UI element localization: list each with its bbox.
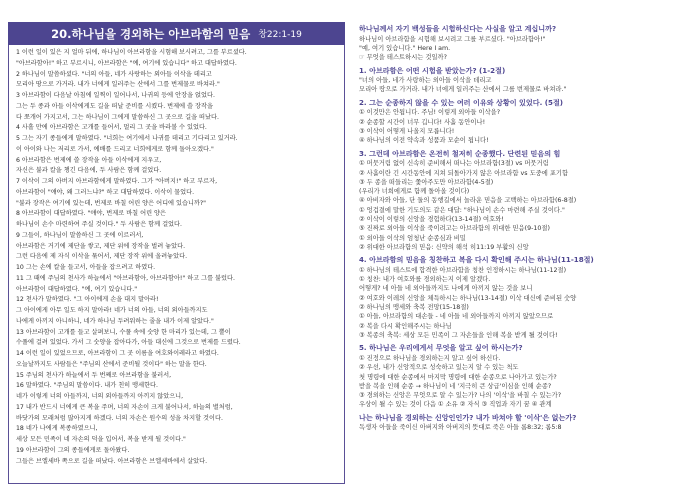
- question-heading: 하나님께서 자기 백성들을 시험하신다는 사실을 알고 계십니까?: [359, 24, 557, 33]
- answer-line: 첫 명령에 대한 순종에서 마지막 명령에 대한 순종으로 나아가고 있는가?: [359, 373, 557, 381]
- answer-line: ① 하나님의 테스트에 합격한 아브라함을 칭찬 인정하시는 하나님(11-12절): [359, 266, 567, 274]
- answer-line: ① 외아들 이삭의 엄청난 순종심과 비밀: [359, 234, 466, 242]
- answer-line: ② 우선, 내가 신앙적으로 성숙하고 있는지 알 수 있는 척도: [359, 364, 519, 372]
- verse-line: 수풀에 걸려 있었다. 가서 그 숫양을 잡아다가, 아들 대신에 그것으로 번제를 드렸다.: [16, 339, 241, 347]
- study-questions: [359, 24, 689, 433]
- verse-line: "불과 장작은 여기에 있는데, 번제로 바칠 어린 양은 어디에 있습니까?": [16, 199, 207, 207]
- verse-line: 19 아브라함이 그의 종들에게로 돌아왔다.: [16, 446, 130, 454]
- verse-line: 아브라함이 "얘야, 왜 그러느냐?" 하고 대답하였다. 이삭이 물었다.: [16, 188, 195, 196]
- answer-line: ⑤ 진짜로 외아들 이삭을 죽이려고는 아브라함의 위대한 믿음(9-10절): [359, 225, 550, 233]
- answer-line: ③ 경외하는 신앙은 무엇으로 알 수 있는가? 나의 '이삭'을 바칠 수 있는가?: [359, 392, 562, 400]
- verse-line: 16 말하였다. "주님의 말씀이다. 내가 친히 맹세한다.: [16, 382, 158, 390]
- verse-line: 오늘날까지도 사람들은 "주님의 산에서 준비될 것이다" 하는 말을 한다.: [16, 360, 207, 368]
- verse-line: 10 그는 손에 칼을 들고서, 아들을 잡으려고 하였다.: [16, 264, 156, 271]
- answer-line: ① 이것만은 안됩니다. 주님! 이렇게 외아들 이삭을?: [359, 109, 501, 117]
- answer-line: ③ 두 종을 떠들리는 쫓아주도만 아브라함(4-5절): [359, 178, 494, 186]
- verse-list: [16, 48, 338, 467]
- answer-line: ① 엉겁결에 말한 기도의도 같은 대답: "하나님이 손수 마련해 주실 것이다.": [359, 206, 565, 214]
- verse-line: 7 이삭이 그의 아버지 아브라함에게 말하였다. 그가 "아버지!" 하고 부르자,: [16, 178, 218, 185]
- answer-line: "너의 아들, 네가 사랑하는 외아들 이삭을 데리고: [359, 77, 492, 85]
- page-title: 20.하나님을 경외하는 아브라함의 믿음: [51, 26, 251, 41]
- verse-line: 11 그 때에 주님의 천사가 하늘에서 "아브라함아, 아브라함아!" 하고 그를 불렀다.: [16, 274, 235, 282]
- answer-line: ② 사흘이란 긴 시간동안에 지쳐 되돌아가지 않은 아브라함 vs 도중에 포기함: [359, 169, 569, 177]
- answer-line: ② 이삭이 이렇의 신앙을 경험하다(13-14절) 여호와!: [359, 216, 504, 224]
- question-heading: 5. 하나님은 우리에게서 무엇을 알고 싶어 하시는가?: [359, 343, 523, 353]
- verse-line: 17 내가 반드시 너에게 큰 복을 주며, 너의 자손이 크게 불어나서, 하늘의 별처럼,: [16, 403, 233, 411]
- answer-line: ③ 이삭이 어떻게 나올지 모릅니다!: [359, 127, 455, 135]
- verse-line: 3 아브라함이 다음날 아침에 일찍이 일어나서, 나귀의 등에 안장을 얹었다.: [16, 92, 215, 99]
- verse-line: 이 아이와 나는 저리로 가서, 예배를 드리고 너희에게로 함께 돌아오겠다.": [16, 145, 214, 153]
- verse-line: 14 이런 일이 있었으므로, 아브라함이 그 곳 이름을 여호와이레라고 하였다.: [16, 350, 219, 357]
- verse-line: 그는 두 종과 아들 이삭에게도 길을 떠날 준비를 시켰다. 번제에 쓸 장작을: [16, 102, 213, 110]
- verse-line: 그 아이에게 아무 일도 하지 말아라! 네가 너의 아들, 너의 외아들까지도: [16, 307, 208, 314]
- question-heading: 3. 그런데 아브라함은 온전히 철저히 순종했다. 단련된 믿음의 힘: [359, 148, 561, 158]
- verse-line: 12 천사가 말하였다. "그 아이에게 손을 대지 말아라!: [16, 296, 159, 304]
- verse-line: 8 아브라함이 대답하였다. "얘야, 번제로 바칠 어린 양은: [16, 210, 167, 218]
- verse-line: 아브라함은 거기에 제단을 쌓고, 제단 위에 장작을 벌려 놓았다.: [16, 242, 186, 250]
- answer-line: 모리아 땅으로 가거라. 내가 너에게 일러주는 산에서 그를 번제물로 바쳐라.": [359, 86, 567, 94]
- verse-line: 13 아브라함이 고개를 들고 살펴보니, 수풀 속에 숫양 한 마리가 있는데, 그 뿔이: [16, 328, 231, 336]
- verse-line: 그런 다음에 제 자식 이삭을 묶어서, 제단 장작 위에 올려놓았다.: [16, 253, 188, 261]
- answer-line: ② 여호와 이레의 신앙을 체득하시는 하나님(13-14절) 이삭 대신에 준비된 숫양: [359, 294, 577, 302]
- answer-line: ☞ 무엇을 테스트하시는 것일까?: [359, 54, 447, 62]
- verse-line: 5 그는 자기 종들에게 말하였다. "너희는 여기에서 나귀를 데리고 기다리고 있거라.: [16, 135, 238, 142]
- verse-line: 그들은 브엘세바 쪽으로 길을 떠났다. 아브라함은 브엘세바에서 살았다.: [16, 457, 208, 465]
- scripture-reference: 창22:1-19: [258, 30, 302, 40]
- answer-line: 받을 복을 인해 순종 → 하나님이 네 '지극히 큰 상급'이심을 인해 순종?: [359, 382, 552, 390]
- title-banner: [8, 22, 345, 45]
- verse-line: 2 하나님이 말씀하셨다. "너의 아들, 네가 사랑하는 외아들 이삭을 데리고: [16, 70, 212, 78]
- verse-line: 9 그들이, 하나님이 말씀하신 그 곳에 이르러서,: [16, 231, 144, 239]
- answer-line: ③ 복종의 축복: 세상 모든 민족이 그 자손들을 인해 복을 받게 될 것이다!: [359, 331, 558, 339]
- verse-line: "아브라함아!" 하고 부르시니, 아브라함은 "예, 여기에 있습니다" 하고 대답하였다.: [16, 59, 237, 67]
- verse-line: 다 쪼개어 가지고서, 그는 하나님이 그에게 말씀하신 그 곳으로 길을 떠났다.: [16, 113, 219, 121]
- answer-line: ② 위대한 아브라함의 믿음: 신약의 해석 히11:19 부활의 신앙: [359, 243, 529, 251]
- verse-line: 자신은 불과 칼을 챙긴 다음에, 두 사람은 함께 걸었다.: [16, 167, 162, 175]
- verse-line: 4 사흘 만에 아브라함은 고개를 들어서, 멀리 그 곳을 바라볼 수 있었다.: [16, 124, 207, 132]
- answer-line: "예, 여기 있습니다." Here I am.: [359, 44, 451, 52]
- answer-line: ② 복을 다시 확인해주시는 하나님: [359, 322, 452, 330]
- answer-line: ④ 하나님의 이전 약속과 성품과 모순이 됩니다!: [359, 137, 489, 145]
- answer-line: 어떻게? 네 아들 네 외아들까지도 나에게 아끼지 않는 것을 보니: [359, 285, 533, 293]
- verse-line: 15 주님의 천사가 하늘에서 두 번째로 아브라함을 불러서,: [16, 371, 172, 379]
- verse-line: 아브라함이 대답하였다. "예, 여기 있습니다.": [16, 285, 138, 293]
- answer-line: ① 머뭇거림 없이 신속히 준비해서 떠나는 아브라함(3절) vs 머뭇거림: [359, 160, 549, 168]
- question-heading: 1. 아브라함은 어떤 시험을 받았는가? (1-2절): [359, 65, 506, 75]
- verse-line: 18 네가 나에게 복종하였으니,: [16, 425, 98, 433]
- verse-line: 6 아브라함은 번제에 쓸 장작을 아들 이삭에게 지우고,: [16, 156, 162, 164]
- answer-line: 하나님이 아브라함을 시험해 보시려고 그를 부르셨다. "아브라함아!": [359, 35, 546, 43]
- verse-line: 세상 모든 민족이 네 자손의 덕을 입어서, 복을 받게 될 것이다.": [16, 436, 186, 443]
- answer-line: ① 아들, 아브라함의 대손들 - 네 아들 네 외아들까지 아끼지 않았으므로: [359, 313, 554, 321]
- answer-line: ② 하나님의 맹세와 축복 전망(15-18절): [359, 304, 469, 312]
- verse-line: 바닷가의 모래처럼 많아지게 하겠다. 너의 자손은 원수의 성을 차지할 것이다.: [16, 414, 223, 422]
- verse-line: 네가 이렇게 너의 아들까지, 너의 외아들까지 아끼지 않았으니,: [16, 393, 184, 400]
- answer-line: ① 진정으로 하나님을 경외하는지 알고 싶어 하신다.: [359, 354, 501, 362]
- question-heading: 나는 하나님을 경외하는 신앙인인가? 내가 바쳐야 할 '이삭'은 없는가?: [359, 412, 577, 422]
- answer-line: (우리가 너희에게로 함께 돌아올 것이다): [359, 188, 470, 196]
- answer-line: ④ 아비자와 아들, 단 둘의 동행길에서 놀라운 믿음을 고백하는 아브라함(6-8절): [359, 197, 577, 205]
- answer-line: ① 칭찬: 내가 여호와를 경외하는지 이제 알겠다.: [359, 276, 491, 284]
- question-heading: 4. 아브라함의 믿음을 칭찬하고 복을 다시 확인해 주시는 하나님(11-18절): [359, 255, 594, 265]
- verse-line: 1 이런 일이 있은 지 얼마 뒤에, 하나님이 아브라함을 시험해 보시려고, 그를 부르셨다.: [16, 49, 247, 56]
- answer-line: ② 순종할 시간이 너무 깁니다! 사흘 동안이나!: [359, 118, 486, 126]
- answer-line: 독생자 아들을 죽이신 아버지와 아버지의 뜻대로 죽은 아들 롬8:32; 롬5:8: [359, 424, 562, 432]
- verse-line: 나에게 아끼지 아니하니, 네가 하나님 두려워하는 줄을 내가 이제 알았다.": [16, 317, 214, 325]
- verse-line: 모리아 땅으로 가거라. 내가 너에게 일러주는 산에서 그를 번제물로 바쳐라.": [16, 81, 220, 89]
- answer-line: 우상이 될 수 있는 것이 다음 ① 소유 ② 자식 ③ 직업과 자기 꿈 ④ 관계: [359, 401, 552, 409]
- verse-line: 하나님이 손수 마련하여 주실 것이다." 두 사람은 함께 걸었다.: [16, 221, 182, 228]
- question-heading: 2. 그는 순종하지 않을 수 있는 여러 이유와 상황이 있었다. (5절): [359, 97, 564, 107]
